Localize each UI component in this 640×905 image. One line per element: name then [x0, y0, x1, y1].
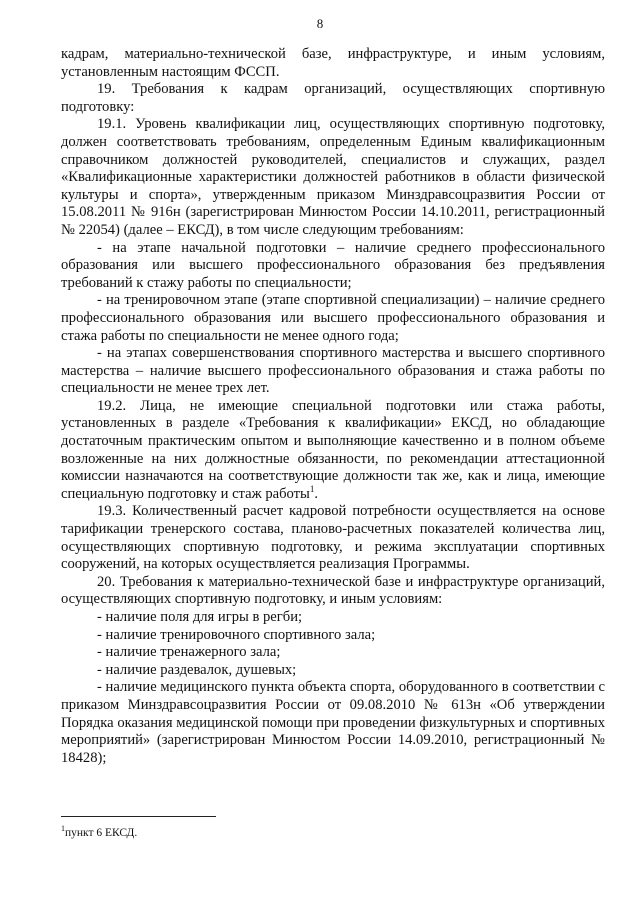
paragraph: 20. Требования к материально-технической базе и инфраструктуре организаций, осуществляющих спортивную подготовку, и иным условиям: — [61, 573, 605, 608]
paragraph: кадрам, материально-технической базе, инфраструктуре, и иным условиям, установленным настоящим ФССП. — [61, 46, 605, 80]
document-body — [61, 46, 605, 767]
list-item: - наличие медицинского пункта объекта спорта, оборудованного в соответствии с приказом Минздравсоцразвития России от 09.08.2010 № 613н «Об утверждении Порядка оказания медицинской помощи при проведении физкультурных и спортивных мероприятий» (зарегистрирован Минюстом России 14.09.2010, регистрационный № 18428); — [61, 679, 605, 766]
paragraph — [61, 398, 605, 504]
list-item: - наличие раздевалок, душевых; — [97, 661, 297, 678]
paragraph: 19. Требования к кадрам организаций, осуществляющих спортивную подготовку: — [61, 81, 605, 115]
list-item: - наличие поля для игры в регби; — [97, 609, 303, 625]
footnote — [61, 826, 561, 840]
footnote-divider — [61, 816, 216, 817]
paragraph: 19.1. Уровень квалификации лиц, осуществляющих спортивную подготовку, должен соответствовать требованиям, определенным Единым квалификационным справочником должностей руководителей, специалистов и служащих, раздел «Квалификационные характеристики должностей работников в области физической культуры и спорта», утвержденным приказом Минздравсоцразвития России от 15.08.2011 № 916н (зарегистрирован Минюстом России 14.10.2011, регистрационный № 22054) (далее – ЕКСД), в том числе следующим требованиям: — [61, 116, 605, 238]
list-item: - наличие тренировочного спортивного зала; — [97, 626, 376, 643]
paragraph-end: . — [314, 485, 318, 502]
paragraph: 19.3. Количественный расчет кадровой потребности осуществляется на основе тарификации тренерского состава, планово-расчетных показателей количества лиц, осуществляющих спортивную подготовку, и режима эксплуатации спортивных сооружений, на которых осуществляется реализация Программы. — [61, 503, 605, 573]
footnote-reference: 1 — [309, 483, 315, 494]
list-item: - наличие тренажерного зала; — [97, 644, 281, 661]
footnote-mark: 1 — [61, 824, 65, 834]
footnote-text: пункт 6 ЕКСД. — [65, 827, 138, 839]
list-item: - на этапе начальной подготовки – наличие среднего профессионального образования или высшего профессионального образования без предъявления требований к стажу работы по специальности; — [61, 239, 605, 291]
page-number: 8 — [316, 16, 324, 31]
list-item: - на тренировочном этапе (этапе спортивной специализации) – наличие среднего профессионального образования или высшего профессионального образования и стажа работы по специальности не менее одного года; — [61, 292, 605, 344]
paragraph-text: 19.2. Лица, не имеющие специальной подготовки или стажа работы, установленных в разделе «Требования к квалификации» ЕКСД, но обладающие достаточным практическим опытом и выполняющие качественно и в полном объеме возложенные на них должностные обязанности, по рекомендации аттестационной комиссии назначаются на соответствующие должности так же, как и лица, имеющие специальную подготовку и стаж работы — [61, 397, 605, 502]
list-item: - на этапах совершенствования спортивного мастерства и высшего спортивного мастерства – наличие высшего профессионального образования и стажа работы по специальности не менее трех лет. — [61, 345, 605, 397]
